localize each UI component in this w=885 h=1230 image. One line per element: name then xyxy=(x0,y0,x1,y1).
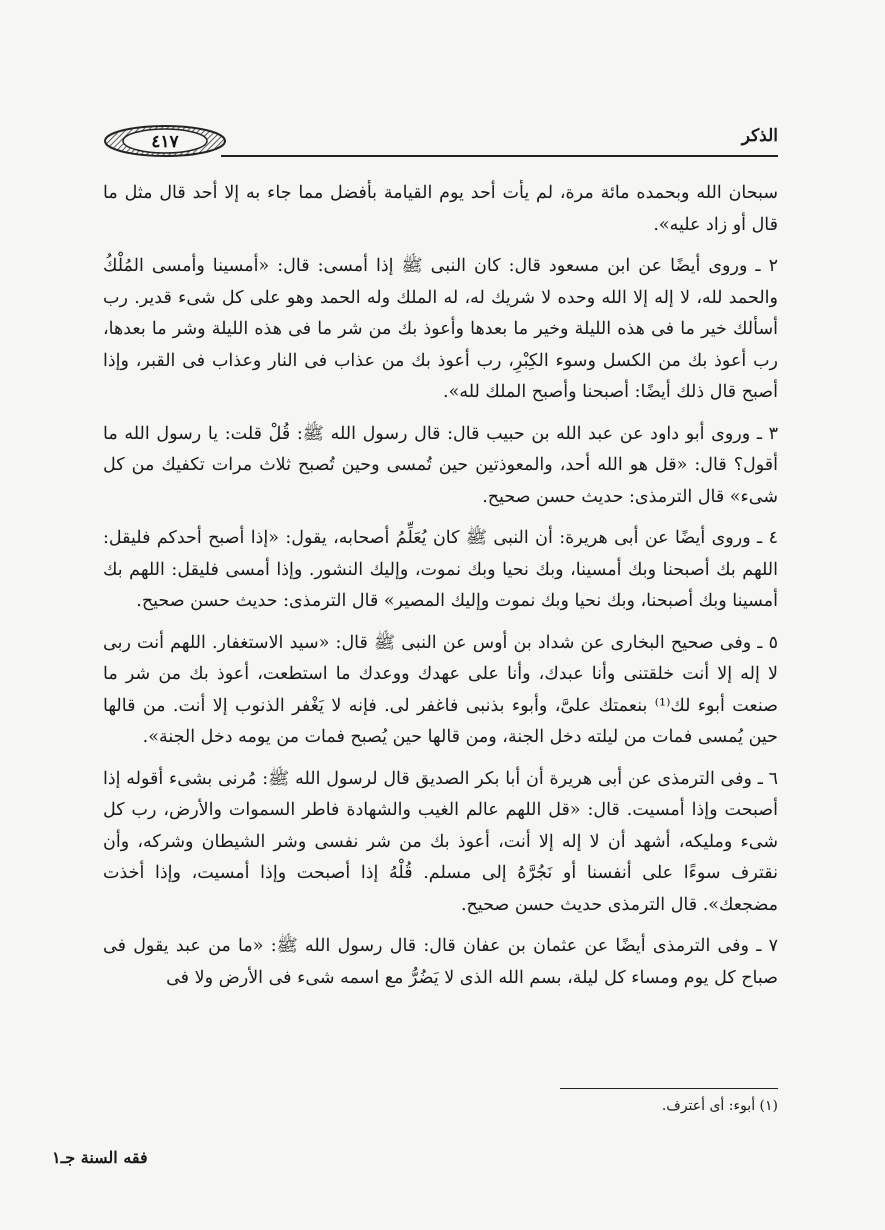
footnote: (١) أبوء: أى أعترف. xyxy=(661,1098,778,1114)
paragraph-5: ٥ ـ وفى صحيح البخارى عن شداد بن أوس عن النبى ﷺ قال: «سيد الاستغفار. اللهم أنت ربى لا إله إلا أنت خلقتنى وأنا عبدك، وأنا على عهدك ووعدك ما استطعت، أعوذ بك من شر ما صنعت أبوء لك⁽¹⁾ بنعمتك علىَّ، وأبوء بذنبى فاغفر لى. فإنه لا يَغْفر الذنوب إلا أنت. من قالها حين يُمسى فمات من ليلته دخل الجنة، ومن قالها حين يُصبح فمات من يومه دخل الجنة». xyxy=(103,632,778,747)
paragraph-3: ٣ ـ وروى أبو داود عن عبد الله بن حبيب قال: قال رسول الله ﷺ: قُلْ قلت: يا رسول الله ما أقول؟ قال: «قل هو الله أحد، والمعوذتين حين تُمسى وحين تُصبح ثلاث مرات تكفيك من كل شىء» قال الترمذى: حديث حسن صحيح. xyxy=(103,423,778,507)
page-header xyxy=(103,124,778,160)
page-number-badge xyxy=(103,124,227,158)
paragraph-7: ٧ ـ وفى الترمذى أيضًا عن عثمان بن عفان قال: قال رسول الله ﷺ: «ما من عبد يقول فى صباح كل يوم ومساء كل ليلة، بسم الله الذى لا يَضُرُّ مع اسمه شىء فى الأرض ولا فى xyxy=(103,936,778,988)
main-text xyxy=(103,178,778,1004)
page-number: ٤١٧ xyxy=(151,132,179,152)
paragraph-1: سبحان الله وبحمده مائة مرة، لم يأت أحد يوم القيامة بأفضل مما جاء به إلا أحد قال مثل ما قال أو زاد عليه». xyxy=(103,183,778,235)
header-rule xyxy=(221,155,778,157)
paragraph-2: ٢ ـ وروى أيضًا عن ابن مسعود قال: كان النبى ﷺ إذا أمسى: قال: «أمسينا وأمسى المُلْكُ والحمد لله، لا إله إلا الله وحده لا شريك له، له الملك وله الحمد وهو على كل شىء قدير. رب أسألك خير ما فى هذه الليلة وخير ما بعدها وأعوذ بك من شر ما فى هذه الليلة وشر ما بعدها، رب أعوذ بك من الكسل وسوء الكِبْرِ، رب أعوذ بك من عذاب فى النار وعذاب فى القبر، وإذا أصبح قال ذلك أيضًا: أصبحنا وأصبح الملك لله». xyxy=(103,256,778,402)
running-title: الذكر xyxy=(741,126,778,146)
footnote-divider xyxy=(560,1088,778,1089)
paragraph-6: ٦ ـ وفى الترمذى عن أبى هريرة أن أبا بكر الصديق قال لرسول الله ﷺ: مُرنى بشىء أقوله إذا أصبحت وإذا أمسيت. قال: «قل اللهم عالم الغيب والشهادة فاطر السموات والأرض، رب كل شىء ومليكه، أشهد أن لا إله إلا أنت، أعوذ بك من شر نفسى وشر الشيطان وشركه، وأن نقترف سوءًا على أنفسنا أو نَجُرَّهُ إلى مسلم. قُلْهُ إذا أصبحت وإذا أمسيت، وإذا أخذت مضجعك». قال الترمذى حديث حسن صحيح. xyxy=(103,768,778,915)
paragraph-4: ٤ ـ وروى أيضًا عن أبى هريرة: أن النبى ﷺ كان يُعَلِّمُ أصحابه، يقول: «إذا أصبح أحدكم فليقل: اللهم بك أصبحنا وبك أمسينا، وبك نحيا وبك نموت، وإليك النشور. وإذا أمسى فليقل: اللهم بك أمسينا وبك أصبحنا، وبك نحيا وبك نموت وإليك المصير» قال الترمذى: حديث حسن صحيح. xyxy=(103,528,778,611)
book-footer: فقه السنة جـ١ xyxy=(52,1148,148,1167)
